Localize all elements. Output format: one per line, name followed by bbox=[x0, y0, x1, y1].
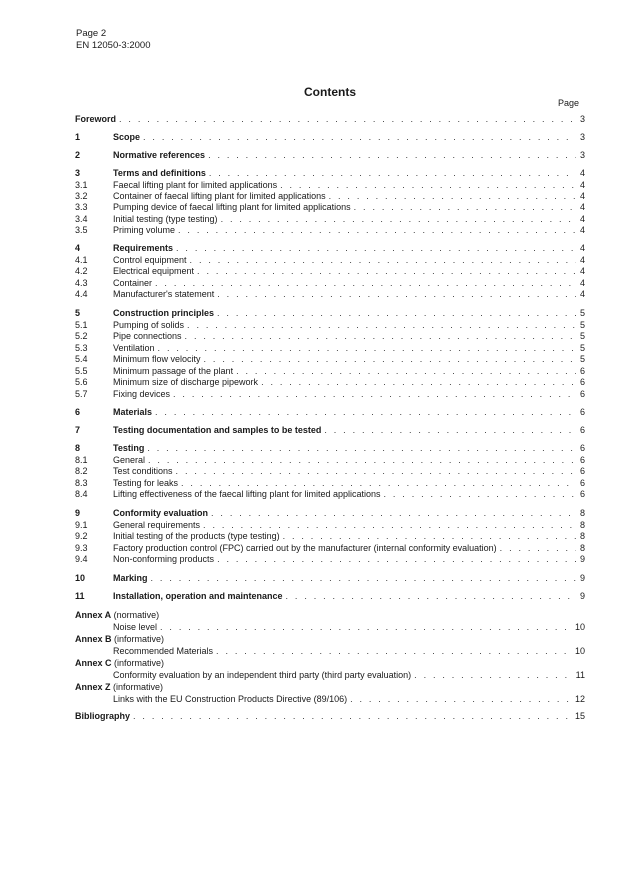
annex-entry[interactable] bbox=[75, 621, 585, 633]
toc-entry-line bbox=[113, 330, 585, 342]
toc-entry-title: Pumping device of faecal lifting plant for limited applications bbox=[113, 202, 351, 212]
toc-entry-line bbox=[113, 353, 585, 365]
toc-entry[interactable] bbox=[75, 330, 585, 342]
toc-entry-page: 3 bbox=[579, 114, 585, 124]
toc-entry-page: 12 bbox=[574, 694, 585, 704]
toc-entry-number: 5.5 bbox=[75, 366, 88, 376]
toc-entry-number: 3.1 bbox=[75, 180, 88, 190]
toc-entry-title: Links with the EU Construction Products Directive (89/106) bbox=[113, 694, 348, 704]
toc-entry-title: Container of faecal lifting plant for limited applications bbox=[113, 191, 326, 201]
toc-entry-title: Conformity evaluation bbox=[113, 508, 209, 518]
toc-entry-page: 8 bbox=[579, 520, 585, 530]
toc-entry-number: 5 bbox=[75, 308, 81, 318]
toc-entry-page: 4 bbox=[579, 289, 585, 299]
toc-entry-page: 6 bbox=[579, 425, 585, 435]
toc-entry[interactable] bbox=[75, 424, 585, 436]
toc-entry-page: 8 bbox=[579, 508, 585, 518]
toc-entry-line bbox=[75, 113, 585, 125]
toc-entry[interactable] bbox=[75, 288, 585, 300]
toc-entry-title: Pipe connections bbox=[113, 331, 182, 341]
toc-entry-page: 6 bbox=[579, 455, 585, 465]
leader-dots bbox=[350, 693, 571, 705]
toc-entry-number: 8.4 bbox=[75, 489, 88, 499]
leader-dots bbox=[143, 131, 576, 143]
page-header bbox=[76, 28, 150, 52]
toc-entry-number: 5.1 bbox=[75, 320, 88, 330]
toc-entry-page: 6 bbox=[579, 489, 585, 499]
toc-entry-title: Bibliography bbox=[75, 711, 131, 721]
toc-entry-page: 9 bbox=[579, 591, 585, 601]
toc-entry-page: 5 bbox=[579, 343, 585, 353]
toc-entry[interactable] bbox=[75, 307, 585, 319]
toc-entry-number: 5.3 bbox=[75, 343, 88, 353]
toc-entry-title: Requirements bbox=[113, 243, 174, 253]
toc-entry-number: 5.6 bbox=[75, 377, 88, 387]
toc-entry-number: 10 bbox=[75, 573, 86, 583]
toc-entry-page: 6 bbox=[579, 466, 585, 476]
toc-entry-title: Minimum passage of the plant bbox=[113, 366, 234, 376]
toc-entry-line bbox=[113, 167, 585, 179]
toc-entry-number: 5.4 bbox=[75, 354, 88, 364]
toc-entry-line bbox=[113, 488, 585, 500]
leader-dots bbox=[283, 530, 576, 542]
toc-entry[interactable] bbox=[75, 131, 585, 143]
toc-entry-title: Pumping of solids bbox=[113, 320, 185, 330]
leader-dots bbox=[133, 710, 571, 722]
toc-entry-number: 9.1 bbox=[75, 520, 88, 530]
toc-entry-page: 6 bbox=[579, 478, 585, 488]
toc-entry-number: 7 bbox=[75, 425, 81, 435]
toc-entry-page: 5 bbox=[579, 354, 585, 364]
toc-entry-title: Test conditions bbox=[113, 466, 173, 476]
toc-entry-title: Terms and definitions bbox=[113, 168, 206, 178]
toc-entry-line bbox=[113, 621, 585, 633]
toc-entry-title: Container bbox=[113, 278, 153, 288]
toc-entry-title: Faecal lifting plant for limited applications bbox=[113, 180, 278, 190]
toc-entry-page: 6 bbox=[579, 443, 585, 453]
toc-entry[interactable] bbox=[75, 488, 585, 500]
toc-entry-title: Foreword bbox=[75, 114, 117, 124]
leader-dots bbox=[119, 113, 576, 125]
toc-entry-title: Minimum flow velocity bbox=[113, 354, 201, 364]
leader-dots bbox=[384, 488, 576, 500]
toc-entry-page: 4 bbox=[579, 180, 585, 190]
toc-entry-title: General requirements bbox=[113, 520, 201, 530]
leader-dots bbox=[204, 353, 576, 365]
toc-entry-page: 10 bbox=[574, 646, 585, 656]
annex-type: (informative) bbox=[111, 634, 165, 644]
toc-entry-number: 4.2 bbox=[75, 266, 88, 276]
leader-dots bbox=[414, 669, 571, 681]
toc-entry[interactable] bbox=[75, 242, 585, 254]
annex-entry[interactable] bbox=[75, 645, 585, 657]
leader-dots bbox=[208, 149, 576, 161]
leader-dots bbox=[217, 288, 576, 300]
toc-entry-title: Initial testing (type testing) bbox=[113, 214, 218, 224]
toc-entry-number: 4 bbox=[75, 243, 81, 253]
toc-entry-page: 4 bbox=[579, 225, 585, 235]
annex-type: (informative) bbox=[110, 682, 164, 692]
annex-label: Annex Z bbox=[75, 682, 111, 692]
toc-entry-number: 3.4 bbox=[75, 214, 88, 224]
toc-entry-number: 3.5 bbox=[75, 225, 88, 235]
leader-dots bbox=[160, 621, 571, 633]
toc-entry-line bbox=[113, 465, 585, 477]
toc-entry-page: 4 bbox=[579, 266, 585, 276]
toc-entry-page: 4 bbox=[579, 202, 585, 212]
toc-entry-line bbox=[113, 590, 585, 602]
toc-entry-page: 6 bbox=[579, 377, 585, 387]
leader-dots bbox=[209, 167, 576, 179]
toc-entry[interactable] bbox=[75, 224, 585, 236]
toc-entry-title: Testing for leaks bbox=[113, 478, 179, 488]
toc-entry[interactable] bbox=[75, 507, 585, 519]
toc-entry[interactable] bbox=[75, 201, 585, 213]
leader-dots bbox=[176, 465, 576, 477]
toc-entry-page: 8 bbox=[579, 543, 585, 553]
toc-entry-page: 5 bbox=[579, 308, 585, 318]
toc-entry[interactable] bbox=[75, 265, 585, 277]
toc-entry-line bbox=[113, 645, 585, 657]
toc-entry-number: 6 bbox=[75, 407, 81, 417]
toc-entry-page: 4 bbox=[579, 191, 585, 201]
toc-entry-title: Factory production control (FPC) carried out by the manufacturer (internal conformity evaluation) bbox=[113, 543, 497, 553]
toc-entry-page: 4 bbox=[579, 255, 585, 265]
toc-entry-title: Scope bbox=[113, 132, 141, 142]
toc-entry-line bbox=[113, 530, 585, 542]
toc-entry-number: 4.1 bbox=[75, 255, 88, 265]
toc-entry[interactable] bbox=[75, 149, 585, 161]
toc-entry-line bbox=[113, 553, 585, 565]
toc-entry-page: 10 bbox=[574, 622, 585, 632]
leader-dots bbox=[324, 424, 576, 436]
toc-entry-title: Testing bbox=[113, 443, 145, 453]
toc-entry-title: Minimum size of discharge pipework bbox=[113, 377, 259, 387]
toc-entry-title: Normative references bbox=[113, 150, 206, 160]
toc-entry-line bbox=[113, 669, 585, 681]
page-number: Page 2 bbox=[76, 28, 107, 39]
toc-entry-page: 3 bbox=[579, 150, 585, 160]
toc-entry-title: Manufacturer's statement bbox=[113, 289, 215, 299]
toc-entry-number: 8.2 bbox=[75, 466, 88, 476]
page-title: Contents bbox=[304, 85, 356, 99]
toc-entry-line bbox=[113, 406, 585, 418]
toc-entry-number: 9.2 bbox=[75, 531, 88, 541]
leader-dots bbox=[217, 553, 576, 565]
toc-entry-page: 4 bbox=[579, 243, 585, 253]
toc-entry-number: 5.2 bbox=[75, 331, 88, 341]
leader-dots bbox=[197, 265, 576, 277]
toc-entry-line bbox=[113, 307, 585, 319]
toc-entry[interactable] bbox=[75, 388, 585, 400]
toc-entry-title: Testing documentation and samples to be tested bbox=[113, 425, 322, 435]
toc-entry-number: 8 bbox=[75, 443, 81, 453]
annex-heading bbox=[75, 681, 163, 693]
toc-entry-page: 6 bbox=[579, 389, 585, 399]
toc-entry-line bbox=[113, 265, 585, 277]
toc-entry[interactable] bbox=[75, 406, 585, 418]
toc-entry-title: Marking bbox=[113, 573, 148, 583]
leader-dots bbox=[216, 645, 571, 657]
toc-entry-title: Installation, operation and maintenance bbox=[113, 591, 283, 601]
page-column-label: Page bbox=[558, 98, 580, 108]
toc-entry-line bbox=[113, 693, 585, 705]
toc-entry[interactable] bbox=[75, 590, 585, 602]
toc-entry-number: 8.3 bbox=[75, 478, 88, 488]
leader-dots bbox=[261, 376, 576, 388]
toc-entry-title: Initial testing of the products (type testing) bbox=[113, 531, 280, 541]
toc-entry-number: 5.7 bbox=[75, 389, 88, 399]
toc-entry[interactable] bbox=[75, 376, 585, 388]
leader-dots bbox=[173, 388, 576, 400]
toc-entry-page: 9 bbox=[579, 554, 585, 564]
leader-dots bbox=[354, 201, 576, 213]
toc-entry-page: 5 bbox=[579, 331, 585, 341]
toc-entry-title: Priming volume bbox=[113, 225, 176, 235]
toc-entry[interactable] bbox=[75, 465, 585, 477]
toc-entry-page: 4 bbox=[579, 214, 585, 224]
leader-dots bbox=[185, 330, 576, 342]
annex-entry[interactable] bbox=[75, 693, 585, 705]
annex-entry[interactable] bbox=[75, 669, 585, 681]
toc-entry-title: Recommended Materials bbox=[113, 646, 214, 656]
toc-entry-line bbox=[113, 224, 585, 236]
annex-label: Annex B bbox=[75, 634, 112, 644]
leader-dots bbox=[147, 442, 576, 454]
toc-entry-number: 9.3 bbox=[75, 543, 88, 553]
toc-entry-title: Non-conforming products bbox=[113, 554, 215, 564]
toc-entry-title: Ventilation bbox=[113, 343, 155, 353]
toc-entry[interactable] bbox=[75, 167, 585, 179]
toc-entry-line bbox=[113, 424, 585, 436]
toc-entry-line bbox=[113, 572, 585, 584]
toc-entry-page: 5 bbox=[579, 320, 585, 330]
toc-entry-line bbox=[113, 442, 585, 454]
toc-entry-number: 4.3 bbox=[75, 278, 88, 288]
toc-entry-line bbox=[113, 201, 585, 213]
toc-entry-number: 8.1 bbox=[75, 455, 88, 465]
leader-dots bbox=[176, 242, 576, 254]
annex-type: (normative) bbox=[111, 610, 160, 620]
toc-entry-page: 6 bbox=[579, 366, 585, 376]
toc-entry-number: 11 bbox=[75, 591, 85, 601]
leader-dots bbox=[286, 590, 576, 602]
toc-entry-line bbox=[113, 376, 585, 388]
toc-entry-line bbox=[113, 149, 585, 161]
annex-heading bbox=[75, 633, 164, 645]
leader-dots bbox=[217, 307, 576, 319]
toc-entry-number: 3.2 bbox=[75, 191, 88, 201]
toc-entry-line bbox=[113, 131, 585, 143]
toc-entry-title: Control equipment bbox=[113, 255, 187, 265]
standard-id: EN 12050-3:2000 bbox=[76, 40, 151, 51]
leader-dots bbox=[211, 507, 576, 519]
toc-entry-line bbox=[75, 710, 585, 722]
toc-entry-number: 2 bbox=[75, 150, 81, 160]
toc-entry[interactable] bbox=[75, 553, 585, 565]
toc-entry-page: 4 bbox=[579, 278, 585, 288]
annex-type: (informative) bbox=[111, 658, 165, 668]
leader-dots bbox=[155, 406, 576, 418]
toc-entry-page: 15 bbox=[574, 711, 585, 721]
toc-entry-page: 9 bbox=[579, 573, 585, 583]
toc-entry[interactable] bbox=[75, 113, 585, 125]
toc-entry-page: 4 bbox=[579, 168, 585, 178]
annex-label: Annex A bbox=[75, 610, 112, 620]
toc-entry-number: 9.4 bbox=[75, 554, 88, 564]
toc-entry-number: 3.3 bbox=[75, 202, 88, 212]
toc-entry[interactable] bbox=[75, 572, 585, 584]
toc-entry-title: Electrical equipment bbox=[113, 266, 195, 276]
toc-entry[interactable] bbox=[75, 442, 585, 454]
toc-entry-bibliography[interactable] bbox=[75, 710, 585, 722]
toc-entry-title: Noise level bbox=[113, 622, 158, 632]
toc-entry-title: Construction principles bbox=[113, 308, 215, 318]
toc-entry-number: 1 bbox=[75, 132, 81, 142]
annex-label: Annex C bbox=[75, 658, 112, 668]
leader-dots bbox=[151, 572, 576, 584]
toc-entry-page: 3 bbox=[579, 132, 585, 142]
toc-entry-number: 4.4 bbox=[75, 289, 88, 299]
toc-entry-number: 3 bbox=[75, 168, 81, 178]
toc-entry-page: 8 bbox=[579, 531, 585, 541]
toc-entry-title: General bbox=[113, 455, 146, 465]
toc-entry-line bbox=[113, 507, 585, 519]
toc-entry[interactable] bbox=[75, 530, 585, 542]
toc-entry-line bbox=[113, 288, 585, 300]
annex-heading bbox=[75, 657, 164, 669]
leader-dots bbox=[178, 224, 576, 236]
toc-entry-number: 9 bbox=[75, 508, 81, 518]
toc-entry-line bbox=[113, 242, 585, 254]
toc-entry-title: Conformity evaluation by an independent third party (third party evaluation) bbox=[113, 670, 412, 680]
toc-entry[interactable] bbox=[75, 353, 585, 365]
toc-entry-title: Fixing devices bbox=[113, 389, 171, 399]
toc-entry-page: 6 bbox=[579, 407, 585, 417]
toc-entry-page: 11 bbox=[575, 670, 585, 680]
toc-entry-title: Lifting effectiveness of the faecal lifting plant for limited applications bbox=[113, 489, 381, 499]
toc-entry-line bbox=[113, 388, 585, 400]
annex-heading bbox=[75, 609, 159, 621]
toc-entry-title: Materials bbox=[113, 407, 153, 417]
